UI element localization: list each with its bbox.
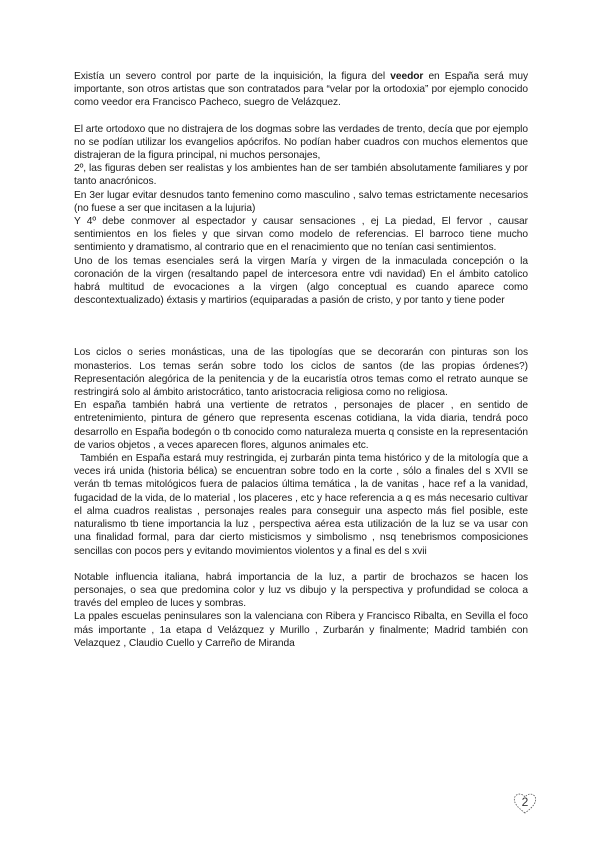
paragraph-virgin-themes: Uno de los temas esenciales será la virgen María y virgen de la inmaculada concepción o la coronación de la virgen (resaltando papel de intercesora entre vdi navidad) En el ámbito catolico habrá multitud de evocaciones a la virgen (algo conceptual es cuando aparece como descontextualizado) éxtasis y martirios (equiparadas a pasión de cristo, y por tanto y tiene poder	[74, 255, 528, 307]
paragraph-portraits-stilllife: En españa también habrá una vertiente de retratos , personajes de placer , en sentido de entretenimiento, pintura de género que representa escenas cotidiana, la vida diaria, tendrá poco desarrollo en España bodegón o tb conocido como naturaleza muerta q consiste en la representación de varios objetos , a veces aparecen flores, algunos animales etc.	[74, 400, 528, 451]
document-body	[74, 70, 528, 650]
paragraph-schools: La ppales escuelas peninsulares son la valenciana con Ribera y Francisco Ribalta, en Sevilla el foco más importante , 1a etapa d Velázquez y Murillo , Zurbarán y finalmente; Madrid también con Velazquez , Claudio Cuello y Carreño de Miranda	[74, 611, 528, 649]
page-number: 2	[521, 795, 529, 809]
paragraph-third-rule: En 3er lugar evitar desnudos tanto femenino como masculino , salvo temas estrictamente necesarios (no fuese a ser que incitasen a la lujuria)	[74, 189, 528, 214]
paragraph-history-mythology: También en España estará muy restringida, ej zurbarán pinta tema histórico y de la mitología que a veces irá unida (historia bélica) se encuentran sobre todo en la corte , sólo a finales del s XVII se verán tb temas mitológicos fuera de palacios última temática , la de vanitas , hace ref a la vanidad, fugacidad de la vida, de lo material , los placeres , etc y hace referencia a q es más necesario cultivar el alma cuadros realistas , personajes reales para conseguir una aspecto más fiel posible, este naturalismo tb tiene importancia la luz , perspectiva aérea esta utilización de la luz se va usar con una finalidad formal, para dar cierto misticismos y simbolismo , nsq tenebrismos composiciones sencillas con pocos pers y evitando movimientos violentos y a final es del s xvii	[74, 453, 528, 557]
paragraph-second-rule: 2º, las figuras deben ser realistas y los ambientes han de ser también absolutamente familiares y por tanto anacrónicos.	[74, 163, 528, 188]
paragraph-italian-influence: Notable influencia italiana, habrá importancia de la luz, a partir de brochazos se hacen los personajes, o sea que predomina color y luz vs dibujo y la perspectiva y profundidad se coloca a través del empleo de luces y sombras.	[74, 571, 528, 610]
page-number-badge	[512, 790, 538, 816]
paragraph-fourth-rule: Y 4º debe conmover al espectador y causar sensaciones , ej La piedad, El fervor , causar sentimientos en los fieles y que sirvan como modelo de referencias. El barroco tiene mucho sentimiento y dramatismo, al contrario que en el renacimiento que no tenían casi sentimientos.	[74, 216, 528, 254]
bold-term-veedor: veedor	[390, 71, 424, 82]
paragraph-inquisition: Existía un severo control por parte de la inquisición, la figura del veedor en España será muy importante, son otros artistas que son contratados para “velar por la ortodoxia” por ejemplo conocido como veedor era Francisco Pacheco, suegro de Velázquez.	[74, 71, 528, 109]
paragraph-monastic-cycles: Los ciclos o series monásticas, una de las tipologías que se decorarán con pinturas son los monasterios. Los temas serán sobre todo los ciclos de santos (de las propias órdenes?) Representación alegórica de la penitencia y de la eucaristía otros temas como el retrato aunque se restringirá solo al ámbito aristocrático, tanto aristocracia religiosa como no religiosa.	[74, 347, 528, 399]
paragraph-orthodox-art: El arte ortodoxo que no distrajera de los dogmas sobre las verdades de trento, decía que por ejemplo no se podían utilizar los evangelios apócrifos. No podían haber cuadros con muchos elementos que distrajeran de la figura principal, ni muchos personajes,	[74, 123, 528, 162]
